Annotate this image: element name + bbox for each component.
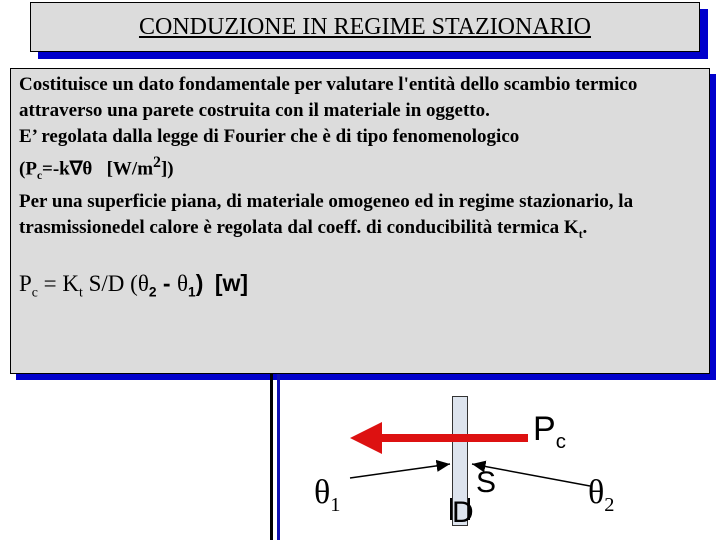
formula-minus: -: [156, 269, 177, 296]
plane-end: .: [582, 217, 588, 239]
paragraph-definition: Costituisce un dato fondamentale per valutare l'entità dello scambio termico attraverso una parete costruita con il materiale in oggetto.: [19, 74, 638, 121]
formula-theta2-sub: 2: [148, 284, 157, 300]
theta1-label: $\theta_1$: [314, 474, 341, 516]
plane-sub: t: [578, 228, 583, 241]
fourier-p-sub: c: [36, 170, 42, 183]
formula-p-sub: c: [31, 284, 38, 300]
pc-label: $P_c$: [533, 410, 566, 453]
s-label: S: [476, 466, 497, 499]
formula-eq: = K: [37, 270, 80, 296]
slide-title: CONDUZIONE IN REGIME STAZIONARIO: [138, 13, 592, 40]
formula-theta1: θ: [176, 270, 189, 296]
fourier-unit-close: ]): [160, 158, 174, 180]
fourier-text: E’ regolata dalla legge di Fourier che è di tipo fenomenologico: [19, 126, 520, 147]
plane-text: Per una superficie piana, di materiale omogeneo ed in regime stazionario, la trasmissionedel calore è regolata dal coeff. di conducibilità termica K: [19, 191, 634, 239]
formula-close: ): [195, 269, 204, 296]
formula-theta2: θ: [137, 270, 149, 296]
fourier-unit-sup: 2: [153, 154, 161, 171]
fourier-law: =-k∇θ: [42, 158, 93, 180]
formula-rest: S/D (: [82, 270, 138, 296]
formula-p: P: [19, 270, 32, 296]
formula-k-sub: t: [79, 284, 83, 300]
fourier-p: P: [25, 158, 37, 180]
formula-theta1-sub: 1: [188, 284, 196, 300]
paragraph-fourier: E’ regolata dalla legge di Fourier che è di tipo fenomenologico ($P_c=-k\nabla\theta$ $[W/m^2]$): [19, 126, 520, 183]
fourier-unit: [W/m: [106, 158, 154, 180]
formula-unit: [w]: [214, 269, 249, 296]
d-arrow-left: [350, 464, 450, 478]
theta2-label: $\theta_2$: [588, 474, 615, 516]
d-label: D: [452, 496, 474, 529]
